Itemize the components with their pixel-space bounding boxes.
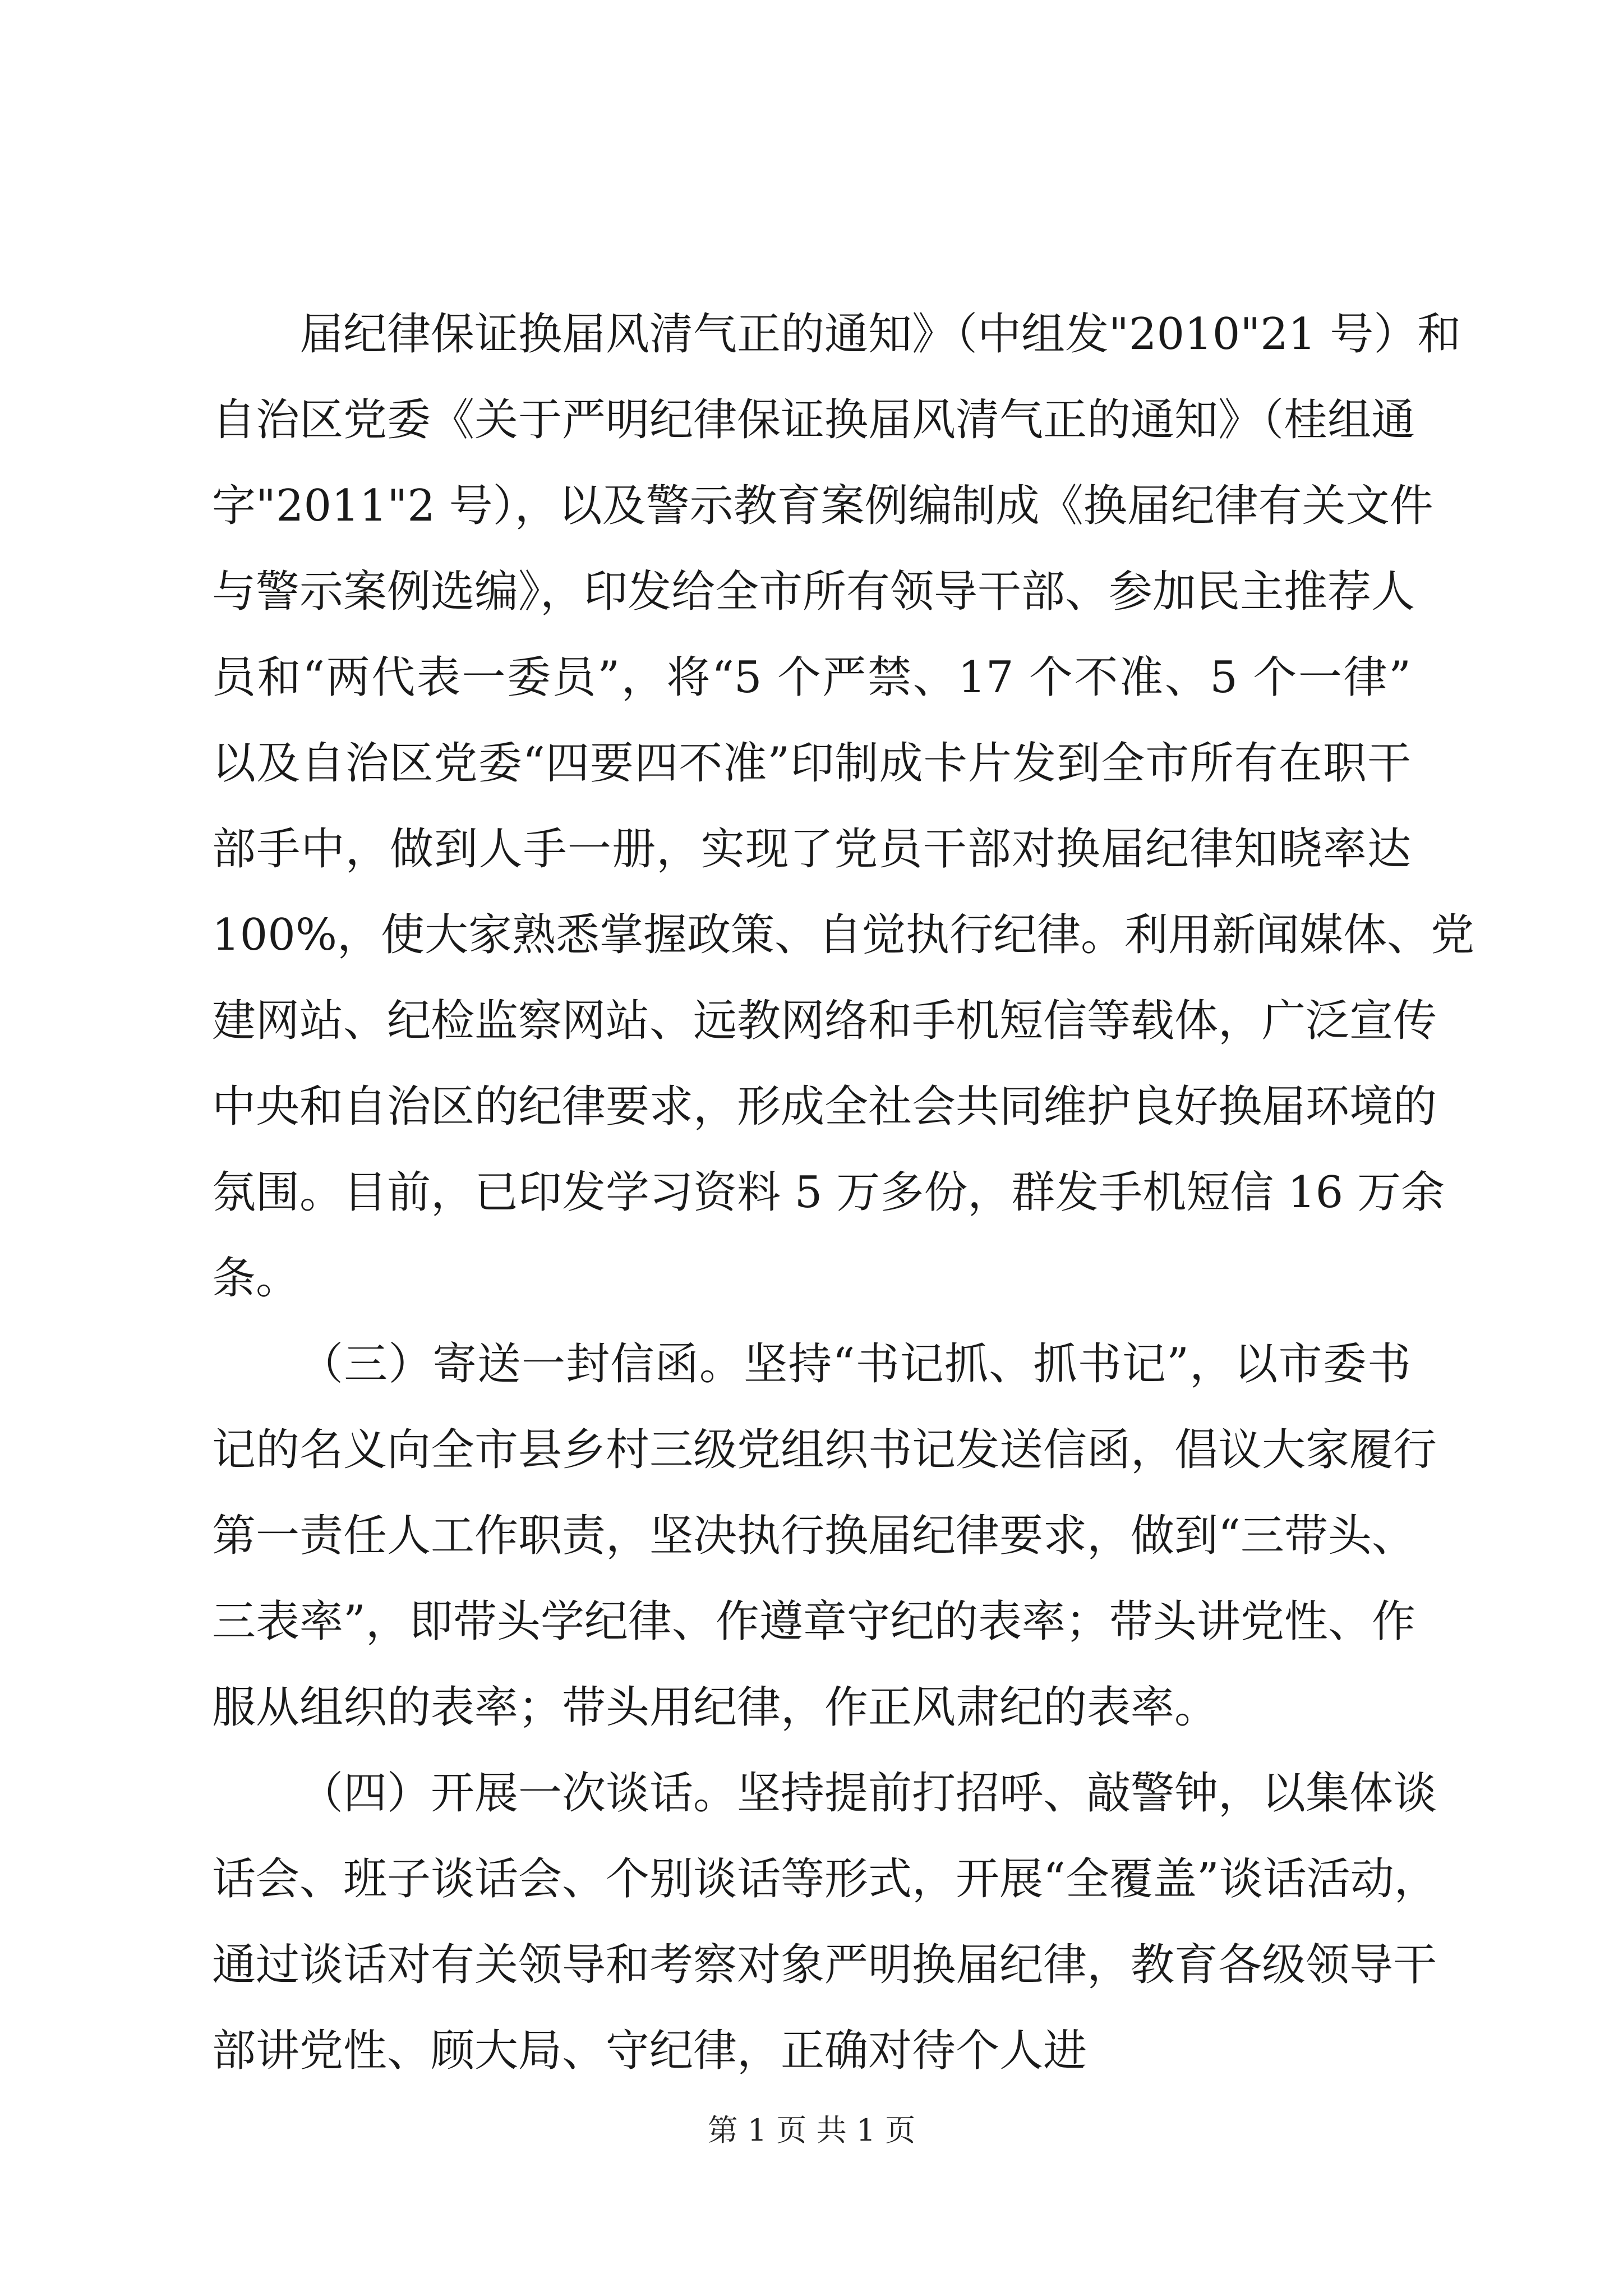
text-line: 部讲党性、顾大局、守纪律，正确对待个人进 (212, 2026, 1087, 2076)
paragraph-continuation (212, 292, 1474, 1322)
text-line: 建网站、纪检监察网站、远教网络和手机短信等载体，广泛宣传 (212, 996, 1437, 1046)
text-line: 通过谈话对有关领导和考察对象严明换届纪律，教育各级领导干 (212, 1940, 1437, 1990)
text-line: 中央和自治区的纪律要求，形成全社会共同维护良好换届环境的 (212, 1082, 1437, 1132)
text-line: 员和“两代表一委员”，将“5 个严禁、17 个不准、5 个一律” (212, 652, 1411, 703)
text-line: 字"2011"2 号），以及警示教育案例编制成《换届纪律有关文件 (212, 481, 1433, 531)
text-line: 第一责任人工作职责，坚决执行换届纪律要求，做到“三带头、 (212, 1511, 1415, 1561)
text-line: 服从组织的表率；带头用纪律，作正风肃纪的表率。 (212, 1682, 1219, 1733)
text-line: 自治区党委《关于严明纪律保证换届风清气正的通知》（桂组通 (212, 395, 1415, 445)
text-line: 三表率”，即带头学纪律、作遵章守纪的表率；带头讲党性、作 (212, 1596, 1415, 1647)
text-line: 与警示案例选编》，印发给全市所有领导干部、参加民主推荐人 (212, 567, 1415, 617)
paragraph-send-letter (212, 1322, 1437, 1751)
text-line: 部手中，做到人手一册，实现了党员干部对换届纪律知晓率达 (212, 824, 1411, 875)
paragraph-conversation (212, 1751, 1438, 2094)
text-line: 氛围。目前，已印发学习资料 5 万多份，群发手机短信 16 万余 (212, 1167, 1445, 1218)
text-line: （四）开展一次谈话。坚持提前打招呼、敲警钟，以集体谈 (299, 1768, 1437, 1819)
text-line: 记的名义向全市县乡村三级党组织书记发送信函，倡议大家履行 (212, 1425, 1437, 1475)
text-line: 100%，使大家熟悉掌握政策、自觉执行纪律。利用新闻媒体、党 (212, 910, 1474, 960)
text-line: 届纪律保证换届风清气正的通知》（中组发"2010"21 号）和 (299, 309, 1461, 360)
document-body (212, 292, 1474, 2094)
text-line: 以及自治区党委“四要四不准”印制成卡片发到全市所有在职干 (212, 738, 1411, 789)
page-number-footer: 第 1 页 共 1 页 (707, 2113, 916, 2148)
text-line: （三）寄送一封信函。坚持“书记抓、抓书记”，以市委书 (299, 1339, 1411, 1389)
text-line: 条。 (212, 1253, 300, 1304)
text-line: 话会、班子谈话会、个别谈话等形式，开展“全覆盖”谈话活动， (212, 1854, 1438, 1904)
